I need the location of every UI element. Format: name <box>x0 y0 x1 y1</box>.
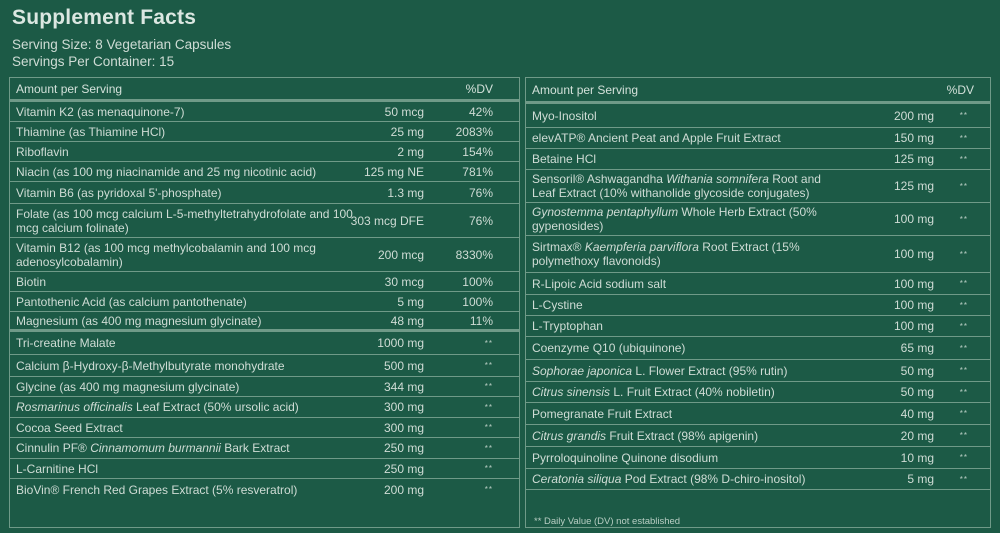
table-row <box>526 170 990 203</box>
nutrient-dv: 8330% <box>455 247 493 262</box>
table-row <box>526 236 990 273</box>
table-row <box>10 142 519 162</box>
nutrient-dv: ** <box>959 321 968 331</box>
nutrient-amount: 1.3 mg <box>387 185 424 200</box>
nutrient-dv: ** <box>484 485 493 494</box>
nutrient-dv: ** <box>959 279 968 288</box>
nutrient-name: Niacin (as 100 mg niacinamide and 25 mg nicotinic acid) <box>16 164 317 179</box>
nutrient-name: L-Carnitine HCl <box>16 461 99 476</box>
nutrient-name: BioVin® French Red Grapes Extract (5% resveratrol) <box>16 482 298 497</box>
nutrient-name: Sirtmax® Kaempferia parviflora Root Extract (15% polymethoxy flavonoids) <box>532 240 800 268</box>
nutrient-amount: 1000 mg <box>377 336 424 350</box>
nutrient-amount: 5 mg <box>907 472 934 486</box>
nutrient-name: Tri-creatine Malate <box>16 336 116 350</box>
nutrient-amount: 150 mg <box>893 131 934 145</box>
nutrient-amount: 303 mcg DFE <box>350 213 424 228</box>
nutrient-name: Pomegranate Fruit Extract <box>532 406 673 421</box>
table-row <box>526 337 990 360</box>
nutrient-amount: 25 mg <box>390 124 424 139</box>
nutrient-dv: 11% <box>469 313 493 328</box>
nutrient-dv: 76% <box>468 185 493 200</box>
nutrient-name: Riboflavin <box>16 144 69 159</box>
table-row <box>526 447 990 469</box>
table-row <box>526 295 990 316</box>
nutrient-amount: 250 mg <box>383 461 424 476</box>
nutrient-dv: ** <box>959 300 968 310</box>
nutrient-amount: 10 mg <box>900 450 934 465</box>
nutrient-dv: ** <box>959 181 968 191</box>
header-amount-per-serving: Amount per Serving <box>532 82 639 97</box>
nutrient-amount: 48 mg <box>390 313 424 328</box>
nutrient-amount: 200 mg <box>383 482 424 497</box>
left-table-header <box>10 78 519 102</box>
nutrient-amount: 300 mg <box>383 400 424 414</box>
nutrient-name: Ceratonia siliqua Pod Extract (98% D-chiro-inositol) <box>532 472 806 486</box>
table-row <box>10 272 519 292</box>
nutrient-name: Coenzyme Q10 (ubiquinone) <box>532 341 686 355</box>
nutrient-amount: 100 mg <box>893 298 934 312</box>
table-row <box>526 403 990 425</box>
nutrient-dv: ** <box>484 338 493 348</box>
nutrient-name: Gynostemma pentaphyllum Whole Herb Extract (50% gypenosides) <box>532 205 817 233</box>
nutrient-name: Cocoa Seed Extract <box>16 420 123 435</box>
nutrient-name: L-Cystine <box>532 298 583 312</box>
nutrient-dv: ** <box>484 423 493 432</box>
table-row <box>526 104 990 128</box>
nutrient-amount: 500 mg <box>383 358 424 373</box>
table-row <box>10 292 519 312</box>
serving-size: Serving Size: 8 Vegetarian Capsules <box>12 37 232 52</box>
nutrient-name: Citrus sinensis L. Fruit Extract (40% nobiletin) <box>532 385 775 399</box>
nutrient-amount: 344 mg <box>383 379 424 394</box>
nutrient-dv: ** <box>959 366 968 375</box>
table-row <box>526 360 990 382</box>
nutrient-dv: ** <box>959 111 968 120</box>
table-row <box>10 438 519 459</box>
nutrient-dv: ** <box>484 443 493 453</box>
right-nutrient-table <box>525 77 991 528</box>
nutrient-name: R-Lipoic Acid sodium salt <box>532 276 667 291</box>
nutrient-name: Vitamin B6 (as pyridoxal 5'-phosphate) <box>16 185 222 200</box>
table-row <box>10 332 519 355</box>
table-row <box>526 382 990 403</box>
table-row <box>526 203 990 236</box>
nutrient-amount: 40 mg <box>900 406 934 421</box>
table-row <box>526 425 990 447</box>
table-row <box>10 122 519 142</box>
nutrient-name: Sensoril® Ashwagandha Withania somnifera Root and Leaf Extract (10% withanolide glycoside conjugates) <box>532 172 821 200</box>
nutrient-dv: 781% <box>462 164 493 179</box>
nutrient-name: Folate (as 100 mcg calcium L-5-methyltetrahydrofolate and 100 mcg calcium folinate) <box>16 206 353 235</box>
nutrient-name: Biotin <box>16 274 47 289</box>
nutrient-dv: ** <box>484 382 493 391</box>
nutrient-amount: 100 mg <box>893 319 934 333</box>
nutrient-name: Thiamine (as Thiamine HCl) <box>16 124 166 139</box>
nutrient-amount: 100 mg <box>893 247 934 261</box>
table-row <box>10 238 519 272</box>
nutrient-name: Pantothenic Acid (as calcium pantothenate) <box>16 294 247 309</box>
header-amount-per-serving: Amount per Serving <box>16 81 123 96</box>
nutrient-dv: ** <box>484 361 493 370</box>
dv-footnote: ** Daily Value (DV) not established <box>534 516 681 527</box>
nutrient-amount: 125 mg <box>893 179 934 193</box>
servings-per-container: Servings Per Container: 15 <box>12 54 175 69</box>
table-row <box>10 418 519 438</box>
nutrient-amount: 100 mg <box>893 276 934 291</box>
label-title: Supplement Facts <box>12 6 197 29</box>
table-row <box>526 469 990 490</box>
nutrient-name: Myo-Inositol <box>532 108 597 123</box>
nutrient-name: Magnesium (as 400 mg magnesium glycinate) <box>16 313 262 328</box>
nutrient-dv: ** <box>959 343 968 353</box>
nutrient-name: Calcium β-Hydroxy-β-Methylbutyrate monohydrate <box>16 358 285 373</box>
nutrient-amount: 200 mcg <box>377 247 424 262</box>
nutrient-amount: 2 mg <box>397 144 424 159</box>
nutrient-name: L-Tryptophan <box>532 319 603 333</box>
table-row <box>10 182 519 204</box>
nutrient-name: Citrus grandis Fruit Extract (98% apigenin) <box>532 428 759 443</box>
table-row <box>10 312 519 332</box>
table-row <box>10 162 519 182</box>
right-table-header <box>526 78 990 104</box>
nutrient-amount: 20 mg <box>900 428 934 443</box>
nutrient-amount: 250 mg <box>383 441 424 455</box>
nutrient-amount: 200 mg <box>893 108 934 123</box>
header-dv: %DV <box>946 82 974 97</box>
nutrient-name: Betaine HCl <box>532 152 597 166</box>
nutrient-dv: 76% <box>468 213 493 228</box>
table-row <box>526 128 990 149</box>
table-row <box>526 273 990 295</box>
nutrient-dv: ** <box>959 133 968 143</box>
nutrient-dv: ** <box>959 409 968 418</box>
table-row <box>10 377 519 397</box>
nutrient-name: Rosmarinus officinalis Leaf Extract (50% ursolic acid) <box>16 400 299 414</box>
nutrient-dv: ** <box>484 464 493 473</box>
nutrient-name: Vitamin B12 (as 100 mcg methylcobalamin and 100 mcg adenosylcobalamin) <box>16 240 316 269</box>
table-row <box>10 102 519 122</box>
nutrient-dv: 100% <box>462 294 493 309</box>
nutrient-amount: 125 mg <box>893 152 934 166</box>
nutrient-dv: 154% <box>462 144 493 159</box>
table-row <box>526 316 990 337</box>
nutrient-dv: ** <box>959 453 968 462</box>
table-row <box>10 397 519 418</box>
nutrient-name: elevATP® Ancient Peat and Apple Fruit Extract <box>532 131 781 145</box>
nutrient-dv: ** <box>484 402 493 412</box>
nutrient-dv: ** <box>959 249 968 259</box>
nutrient-amount: 50 mg <box>900 363 934 378</box>
nutrient-dv: ** <box>959 387 968 397</box>
nutrient-amount: 30 mcg <box>384 274 424 289</box>
table-row <box>10 204 519 238</box>
left-nutrient-table <box>9 77 520 528</box>
nutrient-amount: 100 mg <box>893 212 934 226</box>
nutrient-amount: 5 mg <box>397 294 424 309</box>
nutrient-dv: 100% <box>462 274 493 289</box>
table-row <box>10 459 519 479</box>
nutrient-dv: ** <box>959 474 968 484</box>
nutrient-amount: 50 mcg <box>384 104 424 119</box>
nutrient-dv: 42% <box>468 104 493 119</box>
nutrient-amount: 50 mg <box>900 385 934 399</box>
nutrient-dv: 2083% <box>455 124 493 139</box>
nutrient-name: Vitamin K2 (as menaquinone-7) <box>16 104 185 119</box>
nutrient-dv: ** <box>959 154 968 164</box>
nutrient-name: Sophorae japonica L. Flower Extract (95% rutin) <box>532 363 788 378</box>
nutrient-name: Cinnulin PF® Cinnamomum burmannii Bark Extract <box>16 441 290 455</box>
nutrient-name: Pyrroloquinoline Quinone disodium <box>532 450 719 465</box>
nutrient-amount: 125 mg NE <box>363 164 424 179</box>
nutrient-name: Glycine (as 400 mg magnesium glycinate) <box>16 379 240 394</box>
nutrient-dv: ** <box>959 214 968 224</box>
table-row <box>10 355 519 377</box>
table-row <box>10 479 519 500</box>
table-row <box>526 149 990 170</box>
header-dv: %DV <box>465 81 493 96</box>
nutrient-dv: ** <box>959 431 968 440</box>
nutrient-amount: 65 mg <box>900 341 934 355</box>
nutrient-amount: 300 mg <box>383 420 424 435</box>
